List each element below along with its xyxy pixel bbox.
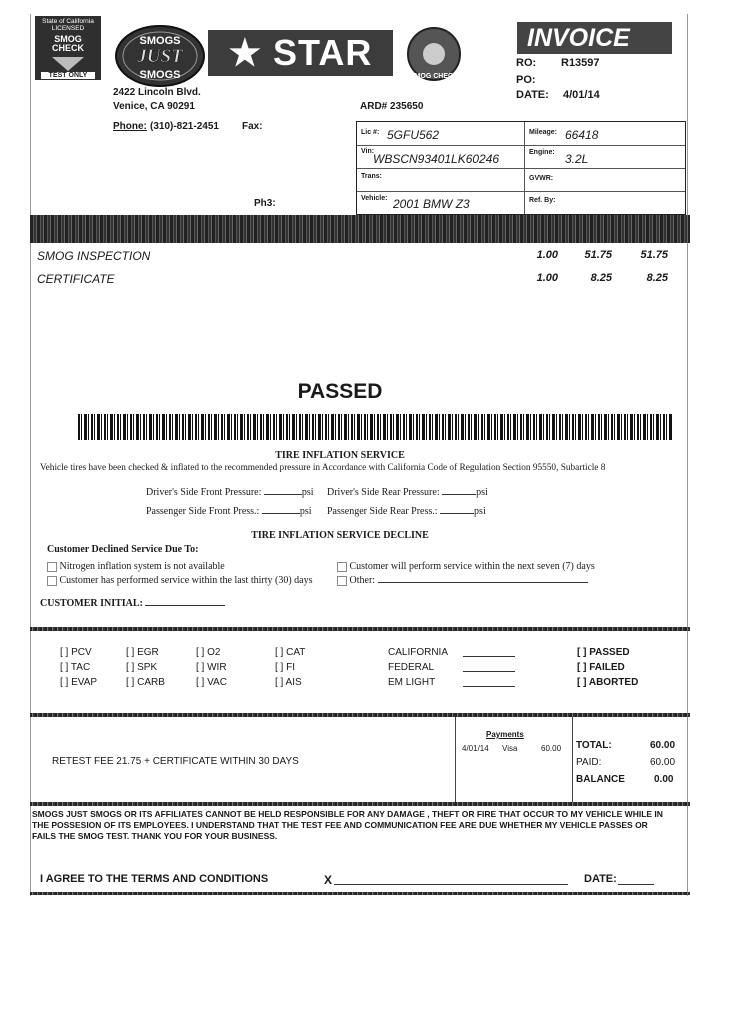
- passenger-front-label: Passenger Side Front Press.:: [146, 506, 260, 517]
- decline-option-3-label: Customer will perform service within the next seven (7) days: [349, 561, 595, 572]
- vehicle-info-box: [356, 121, 686, 215]
- california-field[interactable]: [463, 656, 515, 657]
- decline-option-4: [337, 575, 588, 586]
- system-column-2: [126, 645, 165, 690]
- line-item-price: 51.75: [584, 249, 612, 261]
- balance-value: 0.00: [654, 774, 674, 785]
- psi-unit: psi: [474, 506, 486, 517]
- system-carb[interactable]: [ ] CARB: [126, 677, 165, 688]
- phone-number: (310)-821-2451: [150, 121, 219, 132]
- divider: [30, 802, 690, 806]
- psi-unit: psi: [299, 506, 312, 517]
- disclaimer-line-3: FAILS THE SMOG TEST. THANK YOU FOR YOUR BUSINESS.: [32, 831, 278, 841]
- system-vac[interactable]: [ ] VAC: [196, 677, 227, 688]
- psi-unit: psi: [301, 487, 314, 498]
- engine-value: 3.2L: [565, 152, 589, 166]
- payments-title: Payments: [486, 730, 524, 739]
- total-label: TOTAL:: [576, 740, 612, 751]
- paid-label: PAID:: [576, 757, 602, 768]
- total-value: 60.00: [650, 740, 676, 751]
- status-passed[interactable]: [ ] PASSED: [577, 647, 630, 658]
- mileage-value: 66418: [565, 128, 599, 142]
- agree-terms: I AGREE TO THE TERMS AND CONDITIONS: [40, 873, 269, 885]
- gvwr-label: GVWR:: [529, 175, 554, 182]
- status-aborted[interactable]: [ ] ABORTED: [577, 677, 639, 688]
- shop-address-street: 2422 Lincoln Blvd.: [113, 87, 201, 98]
- system-column-4: [275, 645, 305, 690]
- decline-option-1: [47, 561, 225, 572]
- tire-decline-title: TIRE INFLATION SERVICE DECLINE: [251, 530, 429, 541]
- passenger-front-pressure: [146, 506, 312, 517]
- vin-label: Vin:: [361, 148, 375, 155]
- line-item-total: 8.25: [646, 272, 668, 284]
- line-item-qty: 1.00: [536, 249, 558, 261]
- invoice-title: INVOICE: [517, 22, 672, 54]
- decline-option-4-label: Other:: [349, 575, 376, 586]
- system-column-3: [196, 645, 227, 690]
- status-failed[interactable]: [ ] FAILED: [577, 662, 625, 673]
- mileage-label: Mileage:: [529, 129, 558, 136]
- system-column-1: [60, 645, 97, 690]
- ph3-label: Ph3:: [254, 198, 276, 209]
- checkmark-icon: [52, 57, 84, 71]
- california-label: CALIFORNIA: [388, 647, 449, 658]
- em-light-label: EM LIGHT: [388, 677, 436, 688]
- system-cat[interactable]: [ ] CAT: [275, 647, 306, 658]
- shop-address-city: Venice, CA 90291: [113, 101, 195, 112]
- system-spk[interactable]: [ ] SPK: [126, 662, 158, 673]
- decline-option-2-checkbox[interactable]: [47, 576, 57, 586]
- payment-method: Visa: [502, 744, 518, 753]
- star-label: STAR: [272, 32, 373, 73]
- driver-rear-label: Driver's Side Rear Pressure:: [327, 487, 440, 498]
- tire-service-statement: Vehicle tires have been checked & inflated to the recommended pressure in Accordance with California Code of Regulation Section 95550, Subarticle 8: [40, 463, 606, 473]
- po-label: PO:: [516, 74, 536, 86]
- vehicle-value: 2001 BMW Z3: [393, 197, 470, 211]
- logo-bottom-text: SMOGS: [139, 69, 181, 81]
- divider: [30, 892, 690, 895]
- invoice-date-label: DATE:: [516, 89, 549, 101]
- lic-label: Lic #:: [361, 129, 380, 136]
- psi-unit: psi: [476, 487, 488, 498]
- passenger-rear-field[interactable]: [440, 513, 474, 514]
- ca-logo-test-only: TEST ONLY: [41, 72, 95, 79]
- decline-option-3-checkbox[interactable]: [337, 562, 347, 572]
- driver-front-field[interactable]: [264, 494, 302, 495]
- scan-header-bar: [30, 215, 690, 243]
- system-fi[interactable]: [ ] FI: [275, 662, 295, 673]
- declined-due-label: Customer Declined Service Due To:: [47, 544, 199, 555]
- line-item-description: SMOG INSPECTION: [37, 249, 151, 263]
- line-item-description: CERTIFICATE: [37, 272, 115, 286]
- decline-option-4-checkbox[interactable]: [337, 576, 347, 586]
- federal-field[interactable]: [463, 671, 515, 672]
- decline-option-3: [337, 561, 595, 572]
- decline-option-1-label: Nitrogen inflation system is not available: [59, 561, 225, 572]
- divider: [30, 713, 690, 717]
- star-station-banner: [208, 30, 393, 76]
- payment-amount: 60.00: [541, 744, 562, 753]
- passenger-rear-label: Passenger Side Rear Press.:: [327, 506, 438, 517]
- payment-date: 4/01/14: [462, 744, 489, 753]
- refby-label: Ref. By:: [529, 197, 556, 204]
- line-item-qty: 1.00: [536, 272, 558, 284]
- star-icon: ★: [228, 32, 262, 73]
- ca-logo-smog: SMOG: [54, 33, 82, 44]
- system-wir[interactable]: [ ] WIR: [196, 662, 227, 673]
- barcode: [78, 414, 672, 440]
- signature-field[interactable]: [334, 884, 568, 885]
- system-egr[interactable]: [ ] EGR: [126, 647, 159, 658]
- lic-value: 5GFU562: [387, 128, 440, 142]
- totals-divider: [572, 717, 573, 802]
- passenger-front-field[interactable]: [262, 513, 300, 514]
- smogs-just-smogs-logo: [110, 22, 210, 90]
- line-item-price: 8.25: [590, 272, 612, 284]
- smog-check-license-logo: [35, 16, 101, 80]
- logo-middle-text: JUST: [137, 46, 183, 67]
- engine-label: Engine:: [529, 149, 555, 156]
- system-pcv[interactable]: [ ] PCV: [60, 647, 92, 658]
- retest-fee-note: RETEST FEE 21.75 + CERTIFICATE WITHIN 30 DAYS: [52, 756, 299, 767]
- status-column: [577, 645, 638, 690]
- customer-initial: [40, 598, 225, 609]
- balance-label: BALANCE: [576, 774, 625, 785]
- decline-option-1-checkbox[interactable]: [47, 562, 57, 572]
- footer-date-label: DATE:: [584, 873, 617, 885]
- disclaimer: [32, 809, 663, 842]
- federal-label: FEDERAL: [388, 662, 435, 673]
- system-evap[interactable]: [ ] EVAP: [60, 677, 98, 688]
- system-o2[interactable]: [ ] O2: [196, 647, 221, 658]
- vehicle-label: Vehicle:: [361, 195, 388, 202]
- ca-logo-licensed: LICENSED: [51, 24, 85, 32]
- driver-front-pressure: [146, 487, 314, 498]
- trans-label: Trans:: [361, 173, 383, 180]
- decline-other-field[interactable]: [378, 582, 588, 583]
- decline-option-2: [47, 575, 313, 586]
- paid-value: 60.00: [650, 757, 676, 768]
- tire-service-title: TIRE INFLATION SERVICE: [275, 450, 405, 461]
- driver-front-label: Driver's Side Front Pressure:: [146, 487, 262, 498]
- fax-label: Fax:: [242, 121, 263, 132]
- phone-label: Phone:: [113, 121, 147, 132]
- disclaimer-line-1: SMOGS JUST SMOGS OR ITS AFFILIATES CANNOT BE HELD RESPONSIBLE FOR ANY DAMAGE , THEFT OR FIRE THAT OCCUR TO MY VEHICLE WHILE IN: [32, 809, 663, 819]
- ca-logo-check: CHECK: [51, 43, 84, 54]
- ard-number: ARD# 235650: [360, 101, 424, 112]
- driver-rear-field[interactable]: [442, 494, 476, 495]
- system-ais[interactable]: [ ] AIS: [275, 677, 302, 688]
- smog-check-badge: [405, 26, 463, 82]
- ca-logo-state: State of California: [42, 18, 94, 25]
- divider: [30, 627, 690, 631]
- vin-value: WBSCN93401LK60246: [373, 152, 500, 166]
- ro-label: RO:: [516, 57, 537, 69]
- inspection-result: PASSED: [297, 380, 383, 403]
- system-tac[interactable]: [ ] TAC: [60, 662, 91, 673]
- payments-divider: [455, 717, 456, 802]
- line-item-total: 51.75: [640, 249, 668, 261]
- logo-top-text: SMOGS: [139, 35, 181, 47]
- footer-date-field[interactable]: [618, 884, 654, 885]
- disclaimer-line-2: THE POSSESION OF ITS EMPLOYEES. I UNDERSTAND THAT THE TEST FEE AND COMMUNICATION FEE ARE DUE WHETHER MY VEHICLE PASSES OR: [32, 820, 648, 830]
- smog-check-badge-text: SMOG CHECK: [409, 73, 459, 80]
- customer-initial-label: CUSTOMER INITIAL:: [40, 598, 143, 609]
- signature-x: X: [324, 873, 333, 887]
- regulation-column: [388, 645, 448, 690]
- customer-initial-field[interactable]: [145, 605, 225, 606]
- driver-rear-pressure: [327, 487, 488, 498]
- decline-option-2-label: Customer has performed service within the last thirty (30) days: [59, 575, 313, 586]
- passenger-rear-pressure: [327, 506, 486, 517]
- invoice-date-value: 4/01/14: [563, 89, 600, 101]
- em-light-field[interactable]: [463, 686, 515, 687]
- ro-value: R13597: [561, 57, 600, 69]
